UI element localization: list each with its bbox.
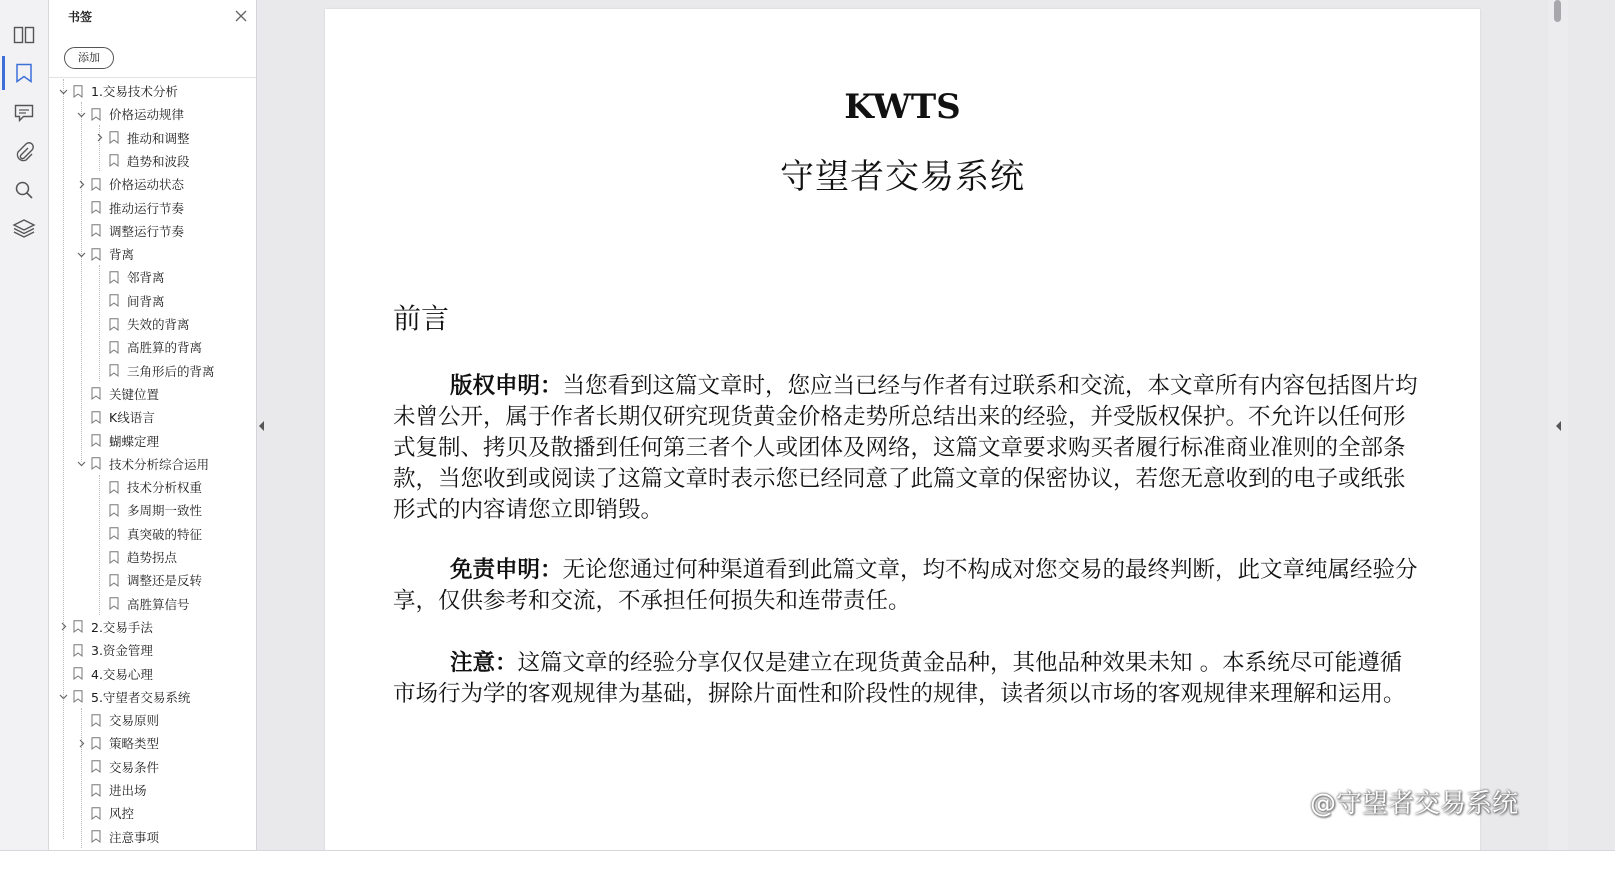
chevron-right-icon[interactable]: [75, 737, 87, 749]
tree-spacer: [57, 668, 69, 680]
tree-spacer: [75, 714, 87, 726]
bookmark-label: 2.交易手法: [91, 619, 153, 635]
bookmark-icon: [109, 154, 121, 168]
tree-spacer: [75, 761, 87, 773]
collapse-panel-icon[interactable]: [258, 418, 266, 432]
bookmark-label: 注意事项: [109, 829, 160, 845]
bookmark-icon: [91, 387, 103, 401]
bookmark-icon: [91, 830, 103, 844]
chevron-right-icon[interactable]: [75, 178, 87, 190]
bookmark-icon: [109, 364, 121, 378]
document-viewer: [268, 0, 1548, 850]
bookmark-item[interactable]: [93, 266, 165, 288]
paragraph-text: 无论您通过何种渠道看到此篇文章，均不构成对您交易的最终判断，此文章纯属经验分享，仅供参考和交流，不承担任何损失和连带责任。: [393, 557, 1418, 614]
chevron-down-icon[interactable]: [75, 108, 87, 120]
tree-spacer: [75, 831, 87, 843]
bookmark-item[interactable]: [57, 663, 153, 685]
bookmark-label: 趋势和波段: [127, 153, 190, 169]
tree-spacer: [93, 574, 105, 586]
bookmark-icon: [109, 503, 121, 517]
bookmark-tree: [49, 79, 245, 849]
left-toolbar: [0, 0, 49, 875]
paragraph-label: 免责申明：: [450, 557, 563, 583]
bookmark-label: 交易原则: [109, 713, 160, 729]
bookmark-label: 关键位置: [109, 386, 160, 402]
tree-spacer: [75, 411, 87, 423]
bookmark-label: 1.交易技术分析: [91, 84, 178, 99]
bookmark-item[interactable]: [75, 103, 184, 125]
paragraph-label: 版权申明：: [450, 373, 563, 399]
bookmark-label: 价格运动状态: [109, 177, 185, 193]
thumbnails-icon[interactable]: [0, 16, 48, 54]
bookmark-label: 真突破的特征: [127, 526, 203, 542]
bookmark-icon: [91, 713, 103, 727]
expand-right-panel-icon[interactable]: [1555, 418, 1563, 432]
bookmark-icon: [109, 294, 121, 308]
bookmark-item[interactable]: [93, 360, 215, 382]
copyright-paragraph: [393, 371, 1423, 526]
bookmark-icon: [91, 783, 103, 797]
bookmark-icon: [91, 457, 103, 471]
watermark: [1278, 783, 1518, 820]
bookmark-item[interactable]: [75, 709, 159, 731]
bookmark-label: 间背离: [127, 293, 165, 309]
bookmark-label: 4.交易心理: [91, 666, 153, 682]
bookmark-label: 推动运行节奏: [109, 200, 185, 216]
bookmark-item[interactable]: [93, 593, 190, 615]
chevron-down-icon[interactable]: [57, 691, 69, 703]
section-heading: 前言: [393, 302, 450, 335]
tree-guide: [63, 79, 64, 839]
tree-spacer: [93, 504, 105, 516]
search-icon[interactable]: [0, 171, 48, 209]
bookmark-icon: [91, 736, 103, 750]
bookmark-item[interactable]: [57, 639, 153, 661]
bookmark-icon: [73, 667, 85, 681]
bookmark-item[interactable]: [93, 150, 190, 172]
bookmark-label: 多周期一致性: [127, 503, 203, 519]
bookmark-item[interactable]: [57, 686, 190, 708]
weibo-logo-icon: [1278, 789, 1304, 815]
bookmark-label: 失效的背离: [127, 317, 190, 332]
bookmark-item[interactable]: [75, 173, 184, 195]
bookmark-icon: [91, 806, 103, 820]
paragraph-text: 当您看到这篇文章时，您应当已经与作者有过联系和交流，本文章所有内容包括图片均未曾公开，属于作者长期仅研究现货黄金价格走势所总结出来的经验，并受版权保护。不允许以任何形式复制、拷贝及散播到任何第三者个人或团体及网络，这篇文章要求购买者履行标准商业准则的全部条款，当您收到或阅读了这篇文章时表示您已经同意了此篇文章的保密协议，若您无意收到的电子或纸张形式的内容请您立即销毁。: [393, 373, 1418, 523]
bookmark-label: 三角形后的背离: [127, 363, 215, 379]
bookmark-icon: [109, 340, 121, 354]
bookmark-item[interactable]: [93, 336, 202, 358]
bookmark-label: 进出场: [109, 783, 147, 798]
bookmark-label: 3.资金管理: [91, 643, 153, 659]
disclaimer-paragraph: [393, 555, 1423, 617]
tree-spacer: [93, 598, 105, 610]
bookmark-icon: [109, 480, 121, 494]
chevron-down-icon[interactable]: [75, 248, 87, 260]
bookmark-icon: [91, 434, 103, 448]
document-title: KWTS: [844, 87, 961, 127]
tree-spacer: [75, 225, 87, 237]
tree-spacer: [93, 481, 105, 493]
attachment-icon[interactable]: [0, 133, 48, 171]
tree-spacer: [75, 435, 87, 447]
chevron-right-icon[interactable]: [57, 621, 69, 633]
bookmark-label: 趋势拐点: [127, 550, 178, 565]
bookmark-icon: [109, 527, 121, 541]
chevron-down-icon[interactable]: [57, 85, 69, 97]
bookmark-label: 技术分析权重: [127, 480, 203, 496]
tree-spacer: [75, 388, 87, 400]
bookmark-label: 价格运动规律: [109, 107, 185, 123]
bookmark-label: 高胜算的背离: [127, 340, 203, 356]
bookmark-icon: [73, 690, 85, 704]
bookmark-item[interactable]: [93, 499, 202, 521]
bookmark-item[interactable]: [75, 220, 184, 242]
paragraph-label: 注意：: [450, 650, 518, 676]
bookmark-icon: [91, 107, 103, 121]
bookmark-item[interactable]: [75, 453, 209, 475]
tree-spacer: [93, 295, 105, 307]
bookmark-label: 高胜算信号: [127, 596, 190, 612]
tree-spacer: [75, 784, 87, 796]
bookmark-label: 推动和调整: [127, 130, 190, 146]
layers-icon[interactable]: [0, 209, 48, 247]
notice-paragraph: [393, 648, 1423, 710]
bookmark-label: 风控: [109, 806, 135, 822]
bookmark-item[interactable]: [75, 756, 159, 778]
bookmark-icon: [91, 410, 103, 424]
bookmark-label: K线语言: [109, 410, 155, 426]
bookmark-icon: [73, 643, 85, 657]
tree-spacer: [93, 528, 105, 540]
bookmark-icon: [91, 177, 103, 191]
bookmark-icon: [109, 597, 121, 611]
bookmark-icon: [73, 620, 85, 634]
tree-spacer: [57, 644, 69, 656]
bookmark-label: 策略类型: [109, 736, 160, 752]
bookmark-icon: [91, 224, 103, 238]
bookmark-label: 调整运行节奏: [109, 223, 185, 239]
bookmark-panel: [49, 0, 257, 875]
bookmark-label: 背离: [109, 247, 135, 263]
bookmark-icon: [109, 131, 121, 145]
tree-spacer: [75, 202, 87, 214]
panel-title: 书签: [68, 10, 93, 24]
add-bookmark-button[interactable]: 添加: [64, 47, 114, 69]
bookmark-icon: [73, 84, 85, 98]
bookmark-icon[interactable]: [0, 54, 48, 92]
chevron-right-icon[interactable]: [93, 132, 105, 144]
bookmark-icon: [109, 550, 121, 564]
tree-spacer: [75, 807, 87, 819]
bookmark-item[interactable]: [75, 779, 147, 801]
bookmark-item[interactable]: [93, 476, 202, 498]
bookmark-icon: [91, 247, 103, 261]
tree-spacer: [93, 341, 105, 353]
bookmark-item[interactable]: [93, 290, 165, 312]
bookmark-item[interactable]: [93, 546, 177, 568]
watermark-text: @守望者交易系统: [1310, 789, 1519, 819]
bookmark-item[interactable]: [57, 80, 178, 102]
bookmark-item[interactable]: [75, 826, 159, 848]
bookmark-icon: [109, 270, 121, 284]
comment-icon[interactable]: [0, 94, 48, 132]
chevron-down-icon[interactable]: [75, 458, 87, 470]
bookmark-item[interactable]: [93, 569, 202, 591]
bookmark-item[interactable]: [75, 383, 159, 405]
tree-spacer: [93, 271, 105, 283]
bookmark-item[interactable]: [75, 430, 159, 452]
close-icon[interactable]: [234, 8, 248, 22]
bookmark-label: 交易条件: [109, 759, 160, 775]
bookmark-label: 调整还是反转: [127, 573, 203, 589]
bookmark-item[interactable]: [75, 197, 184, 219]
tree-spacer: [93, 551, 105, 563]
bookmark-label: 蝴蝶定理: [109, 433, 160, 449]
document-subtitle: 守望者交易系统: [780, 157, 1025, 197]
scrollbar-thumb[interactable]: [1554, 0, 1561, 22]
bookmark-icon: [91, 201, 103, 215]
tree-spacer: [93, 365, 105, 377]
divider: [49, 77, 256, 78]
bookmark-item[interactable]: [75, 406, 155, 428]
tree-spacer: [93, 155, 105, 167]
bookmark-item[interactable]: [75, 243, 134, 265]
bookmark-label: 邻背离: [127, 270, 165, 286]
paragraph-text: 这篇文章的经验分享仅仅是建立在现货黄金品种，其他品种效果未知 。本系统尽可能遵循市场行为学的客观规律为基础，摒除片面性和阶段性的规律，读者须以市场的客观规律来理解和运用。: [393, 650, 1406, 707]
bookmark-label: 5.守望者交易系统: [91, 689, 191, 705]
bookmark-item[interactable]: [93, 313, 190, 335]
document-page: [325, 9, 1480, 854]
bookmark-icon: [109, 573, 121, 587]
bookmark-item[interactable]: [75, 732, 159, 754]
bookmark-icon: [91, 760, 103, 774]
bookmark-icon: [109, 317, 121, 331]
bookmark-item[interactable]: [57, 616, 153, 638]
tree-spacer: [93, 318, 105, 330]
bookmark-label: 技术分析综合运用: [109, 456, 210, 472]
status-bar: [0, 850, 1615, 876]
bookmark-item[interactable]: [93, 523, 202, 545]
bookmark-item[interactable]: [93, 127, 190, 149]
bookmark-item[interactable]: [75, 802, 134, 824]
